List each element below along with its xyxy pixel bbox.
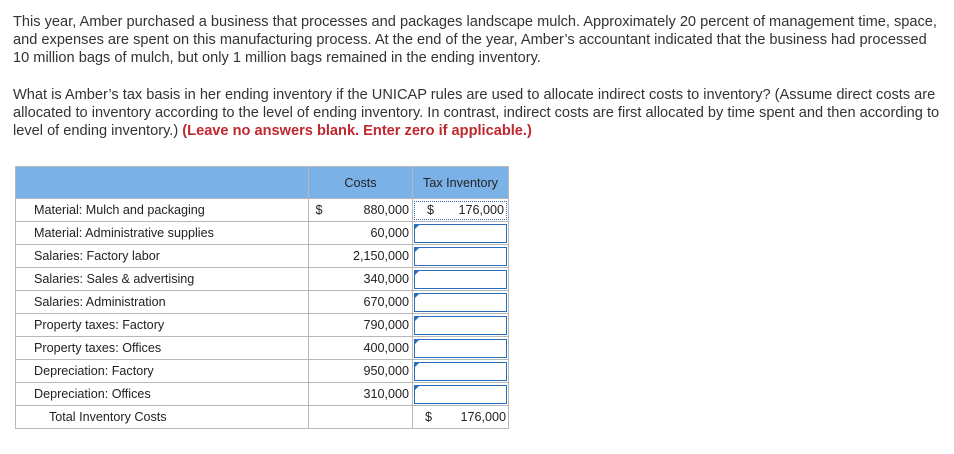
total-row [16,406,509,429]
tax-inventory-input[interactable] [414,316,507,335]
input-currency-symbol: $ [427,203,435,217]
tax-inventory-input[interactable] [414,201,507,220]
table-header-row [16,167,509,199]
cost-value: 880,000 [329,199,413,222]
table-row [16,383,509,406]
cost-value: 60,000 [329,222,413,245]
flag-marker-icon [414,270,420,276]
table-row [16,360,509,383]
table-row [16,291,509,314]
flag-marker-icon [414,247,420,253]
tax-inventory-input[interactable] [414,339,507,358]
table-row [16,222,509,245]
question-text: What is Amber’s tax basis in her ending inventory if the UNICAP rules are used to allocate indirect costs to inventory? (Assume direct costs are allocated to inventory according to the level of ending inventory. In contrast, indirect costs are first allocated by time spent and then according to level of ending inventory.) [13,87,940,139]
table-row [16,268,509,291]
total-currency-symbol: $ [425,410,433,424]
cost-value: 790,000 [329,314,413,337]
row-label: Depreciation: Offices [16,383,309,406]
inventory-table [15,166,509,429]
row-label: Salaries: Sales & advertising [16,268,309,291]
row-label: Property taxes: Factory [16,314,309,337]
header-costs: Costs [309,167,413,199]
instruction-text: (Leave no answers blank. Enter zero if applicable.) [182,123,532,139]
flag-marker-icon [414,339,420,345]
cost-value: 670,000 [329,291,413,314]
row-label: Property taxes: Offices [16,337,309,360]
tax-inventory-input[interactable] [414,293,507,312]
cost-value: 340,000 [329,268,413,291]
tax-inventory-input[interactable] [414,247,507,266]
total-value-cell [413,406,508,428]
tax-inventory-input[interactable] [414,385,507,404]
cost-value: 400,000 [329,337,413,360]
tax-inventory-input[interactable] [414,224,507,243]
question-paragraph [13,86,943,140]
row-label: Salaries: Administration [16,291,309,314]
tax-inventory-input[interactable] [414,270,507,289]
cost-value: 950,000 [329,360,413,383]
cost-value: 310,000 [329,383,413,406]
flag-marker-icon [414,316,420,322]
flag-marker-icon [414,385,420,391]
row-label: Depreciation: Factory [16,360,309,383]
header-tax-inventory: Tax Inventory [413,167,509,199]
flag-marker-icon [414,224,420,230]
total-value: 176,000 [460,410,506,424]
intro-paragraph: This year, Amber purchased a business that processes and packages landscape mulch. Approximately 20 percent of management time, space, and expenses are spent on this manufacturing process. At the end of the year, Amber’s accountant indicated that the business had processed 10 million bags of mulch, but only 1 million bags remained in the ending inventory. [13,14,937,66]
input-value: 176,000 [458,203,504,217]
table-row [16,245,509,268]
header-blank [16,167,309,199]
cost-value: 2,150,000 [329,245,413,268]
row-label: Material: Mulch and packaging [16,199,309,222]
table-row [16,337,509,360]
tax-inventory-input[interactable] [414,362,507,381]
flag-marker-icon [414,362,420,368]
table-row [16,314,509,337]
currency-symbol: $ [309,199,330,222]
flag-marker-icon [414,293,420,299]
table-row [16,199,509,222]
row-label: Salaries: Factory labor [16,245,309,268]
total-label: Total Inventory Costs [16,406,309,429]
row-label: Material: Administrative supplies [16,222,309,245]
